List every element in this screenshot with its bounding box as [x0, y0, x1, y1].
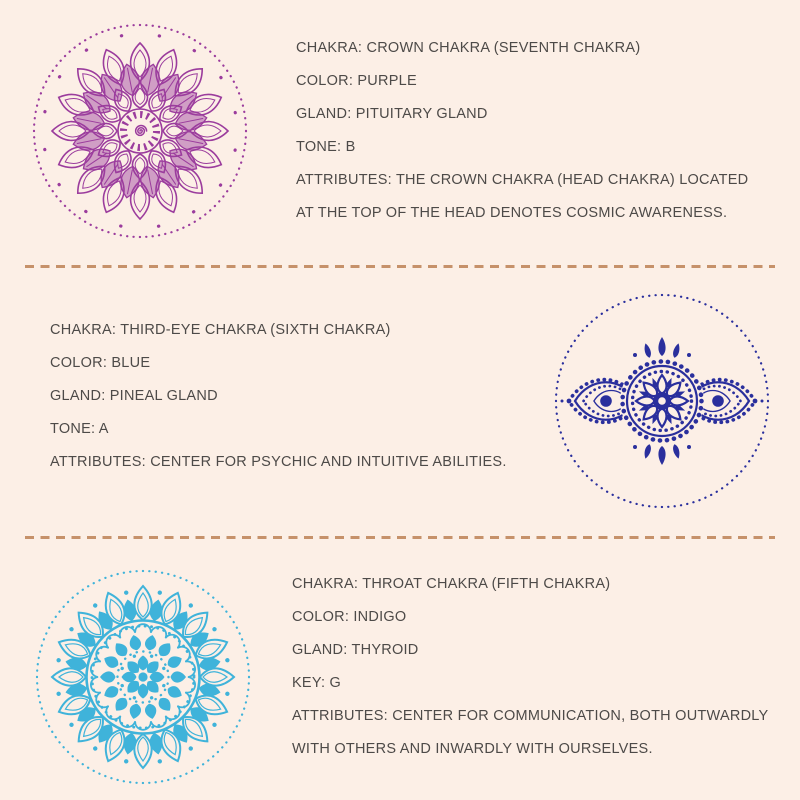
- text-line: COLOR: INDIGO: [292, 609, 407, 625]
- center-sun: [118, 109, 162, 153]
- dashed-divider: [25, 265, 775, 268]
- throat-chakra-mandala: [28, 562, 258, 792]
- text-line: ATTRIBUTES: CENTER FOR PSYCHIC AND INTUITIVE ABILITIES.: [50, 454, 507, 470]
- crown-chakra-details: [296, 32, 748, 230]
- third-eye-chakra-details: [50, 314, 507, 479]
- text-line: CHAKRA: CROWN CHAKRA (SEVENTH CHAKRA): [296, 40, 641, 56]
- crown-chakra-mandala: [25, 16, 255, 246]
- text-line: GLAND: PITUITARY GLAND: [296, 106, 488, 122]
- spiral: [136, 126, 147, 136]
- text-line: GLAND: PINEAL GLAND: [50, 388, 218, 404]
- text-line: ATTRIBUTES: CENTER FOR COMMUNICATION, BOTH OUTWARDLY: [292, 708, 769, 724]
- text-line: KEY: G: [292, 675, 342, 691]
- text-line: CHAKRA: THIRD-EYE CHAKRA (SIXTH CHAKRA): [50, 322, 391, 338]
- text-line: AT THE TOP OF THE HEAD DENOTES COSMIC AWARENESS.: [296, 205, 728, 221]
- dashed-divider: [25, 536, 775, 539]
- text-line: TONE: A: [50, 421, 109, 437]
- text-line: CHAKRA: THROAT CHAKRA (FIFTH CHAKRA): [292, 576, 611, 592]
- center-medallion: [620, 359, 704, 443]
- text-line: TONE: B: [296, 139, 356, 155]
- text-line: ATTRIBUTES: THE CROWN CHAKRA (HEAD CHAKRA) LOCATED: [296, 172, 749, 188]
- center-flower: [120, 654, 166, 700]
- third-eye-mandala: [547, 286, 777, 516]
- throat-chakra-details: [292, 568, 768, 766]
- text-line: COLOR: BLUE: [50, 355, 151, 371]
- text-line: WITH OTHERS AND INWARDLY WITH OURSELVES.: [292, 741, 653, 757]
- text-line: GLAND: THYROID: [292, 642, 419, 658]
- text-line: COLOR: PURPLE: [296, 73, 417, 89]
